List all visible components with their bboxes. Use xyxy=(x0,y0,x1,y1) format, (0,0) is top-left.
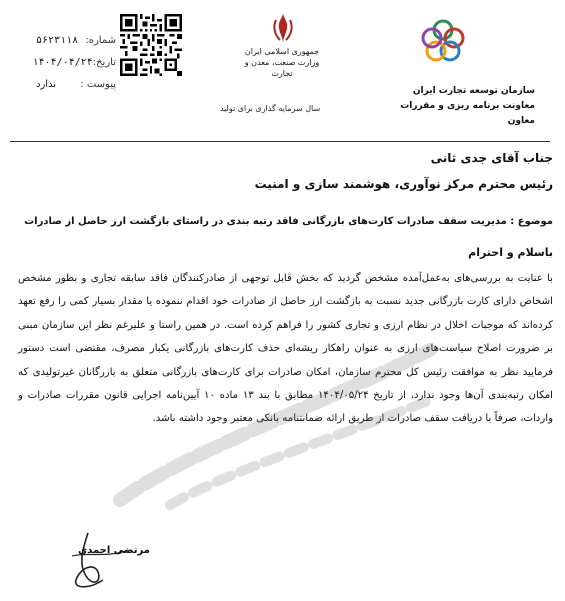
date-label: تاریخ: xyxy=(92,57,116,68)
ministry-name xyxy=(236,46,328,79)
date-value: ۱۴۰۴/۰۴/۲۴ xyxy=(32,57,93,68)
number-value: ۵۶۲۳۱۱۸ xyxy=(36,35,79,46)
signature xyxy=(58,528,148,590)
greeting: باسلام و احترام xyxy=(468,246,553,259)
letter-body: با عنایت به بررسی‌های به‌عمل‌آمده مشخص گردید که بخش قابل توجهی از صادرکنندگان فاقد سابقه تجاری و بطور مشخص اشخاص دارای کارت بازرگانی جدید نسبت به بازگشت ارز حاصل از صادرات خود اقدام ننموده یا مقدار بسیار کمی را رفع تعهد کرده‌اند که موجبات اخلال در نظام ارزی و تجاری کشور را فراهم کرده است. در همین راستا و علیرغم نظر این سازمان مبنی بر ضرورت اصلاح سیاست‌های ارزی به عنوان راهکار ریشه‌ای حذف کارت‌های بازرگانی یکبار مصرف، مقتضی است دستور فرمایید نظر به موافقت رئیس کل محترم سازمان، امکان صادرات برای کارت‌های بازرگانی متعلق به بازرگانان غیرتولیدی که امکان رتبه‌بندی آن‌ها وجود ندارد، از تاریخ ۱۴۰۴/۰۵/۲۴ مطابق با بند ۱۳ ماده ۱۰ آیین‌نامه اجرایی قانون مقررات صادرات و واردات، صرفاً با دریافت سقف صادرات از طریق ارائه ضمانتنامه بانکی معتبر وجود داشته باشد. xyxy=(18,273,553,425)
org-block xyxy=(390,84,535,129)
qr-code xyxy=(120,14,182,76)
org-name: سازمان توسعه تجارت ایران xyxy=(412,86,535,96)
iran-emblem-icon xyxy=(270,12,296,44)
tpo-logo xyxy=(400,6,486,76)
attachment-value: ندارد xyxy=(36,79,57,90)
number-label: شماره: xyxy=(85,35,116,46)
org-title: معاون xyxy=(507,116,535,126)
org-department: معاونت برنامه ریزی و مقررات xyxy=(400,101,535,111)
attachment-label: پیوست : xyxy=(80,79,116,90)
ministry-line1: جمهوری اسلامی ایران xyxy=(244,47,320,56)
addressee-name: جناب آقای جدی ثانی xyxy=(430,151,553,165)
signer-name: مرتضی احمدی xyxy=(78,545,150,556)
subject-line: موضوع : مدیریت سقف صادرات کارت‌های بازرگانی فاقد رتبه بندی در راستای بازگشت ارز حاصل از صادرات xyxy=(24,216,553,227)
watermark-stamp xyxy=(110,330,440,510)
addressee-title: رئیس محترم مرکز نوآوری، هوشمند سازی و امنیت xyxy=(254,177,553,191)
ministry-line2: وزارت صنعت، معدن و تجارت xyxy=(244,58,320,78)
header-divider xyxy=(10,141,550,142)
year-slogan: سال سرمایه گذاری برای تولید xyxy=(219,104,321,113)
reference-block xyxy=(32,30,116,96)
